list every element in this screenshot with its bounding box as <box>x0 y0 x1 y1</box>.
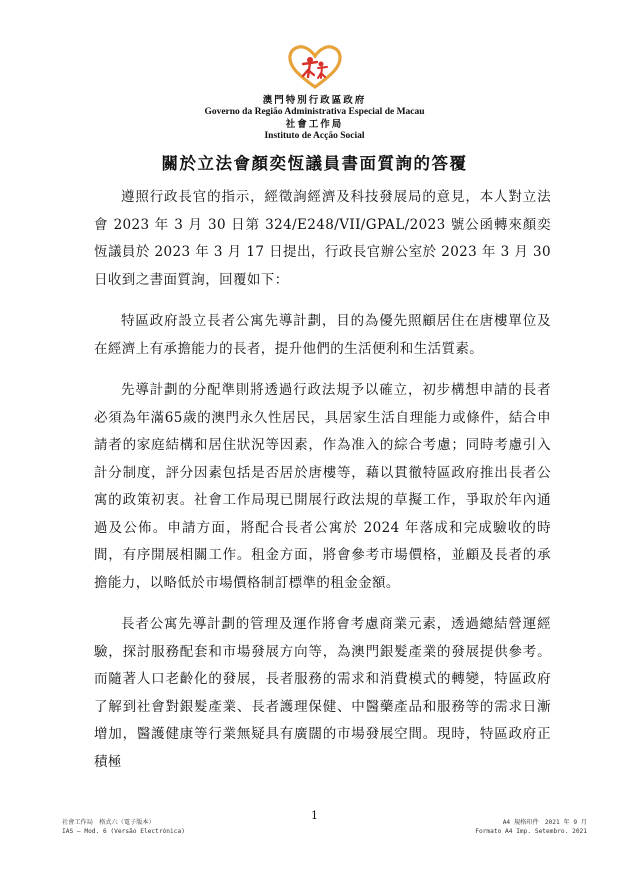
government-name <box>0 96 629 118</box>
paragraph: 遵照行政長官的指示，經徵詢經濟及科技發展局的意見，本人對立法會 2023 年 3 月 30 日第 324/E248/VII/GPAL/2023 號公函轉來顏奕恆議員於 2023 年 3 月 17 日提出，行政長官辦公室於 2023 年 3 月 30 日收到之書面質詢，回覆如下： <box>94 189 551 288</box>
footer-form-code-pt: IAS – Mod. 6 (Versão Electrónica) <box>62 828 185 835</box>
page-number: 1 <box>311 809 318 822</box>
department-name-pt: Instituto de Acção Social <box>264 131 365 141</box>
government-name-zh: 澳門特別行政區政府 <box>262 96 367 106</box>
government-name-pt: Governo da Região Administrativa Especial de Macau <box>204 107 425 117</box>
paragraph: 長者公寓先導計劃的管理及運作將會考慮商業元素，透過總結營運經驗，探討服務配套和市場發展方向等，為澳門銀髮產業的發展提供參考。而隨著人口老齡化的發展，長者服務的需求和消費模式的轉變，特區政府了解到社會對銀髮產業、長者護理保健、中醫藥產品和服務等的需求日漸增加，醫護健康等行業無疑具有廣闊的市場發展空間。現時，特區政府正積極 <box>94 616 551 770</box>
footer-print-spec-pt: Formato A4 Imp. Setembro. 2021 <box>475 828 587 835</box>
footer-print-spec-zh: A4 規格印件 2021 年 9 月 <box>502 819 587 826</box>
department-name <box>0 120 629 142</box>
ias-logo-icon <box>287 44 343 90</box>
footer-form-code-zh: 社會工作局 格式六（電子版本） <box>62 819 155 826</box>
letter-body <box>94 184 551 790</box>
department-name-zh: 社會工作局 <box>285 120 344 130</box>
page-title: 關於立法會顏奕恆議員書面質詢的答覆 <box>161 154 468 173</box>
form-footer <box>62 818 587 836</box>
paragraph: 特區政府設立長者公寓先導計劃，目的為優先照顧居住在唐樓單位及在經濟上有承擔能力的長者，提升他們的生活便利和生活質素。 <box>94 313 551 357</box>
paragraph: 先導計劃的分配準則將透過行政法規予以確立，初步構想申請的長者必須為年滿65歲的澳門永久性居民，具居家生活自理能力或條件，結合申請者的家庭結構和居住狀況等因素，作為准入的綜合考慮；同時考慮引入計分制度，評分因素包括是否居於唐樓等，藉以貫徹特區政府推出長者公寓的政策初衷。社會工作局現已開展行政法規的草擬工作，爭取於年內通過及公佈。申請方面，將配合長者公寓於 2024 年落成和完成驗收的時間，有序開展相關工作。租金方面，將會參考市場價格，並顧及長者的承擔能力，以略低於市場價格制訂標準的租金金額。 <box>94 382 551 591</box>
